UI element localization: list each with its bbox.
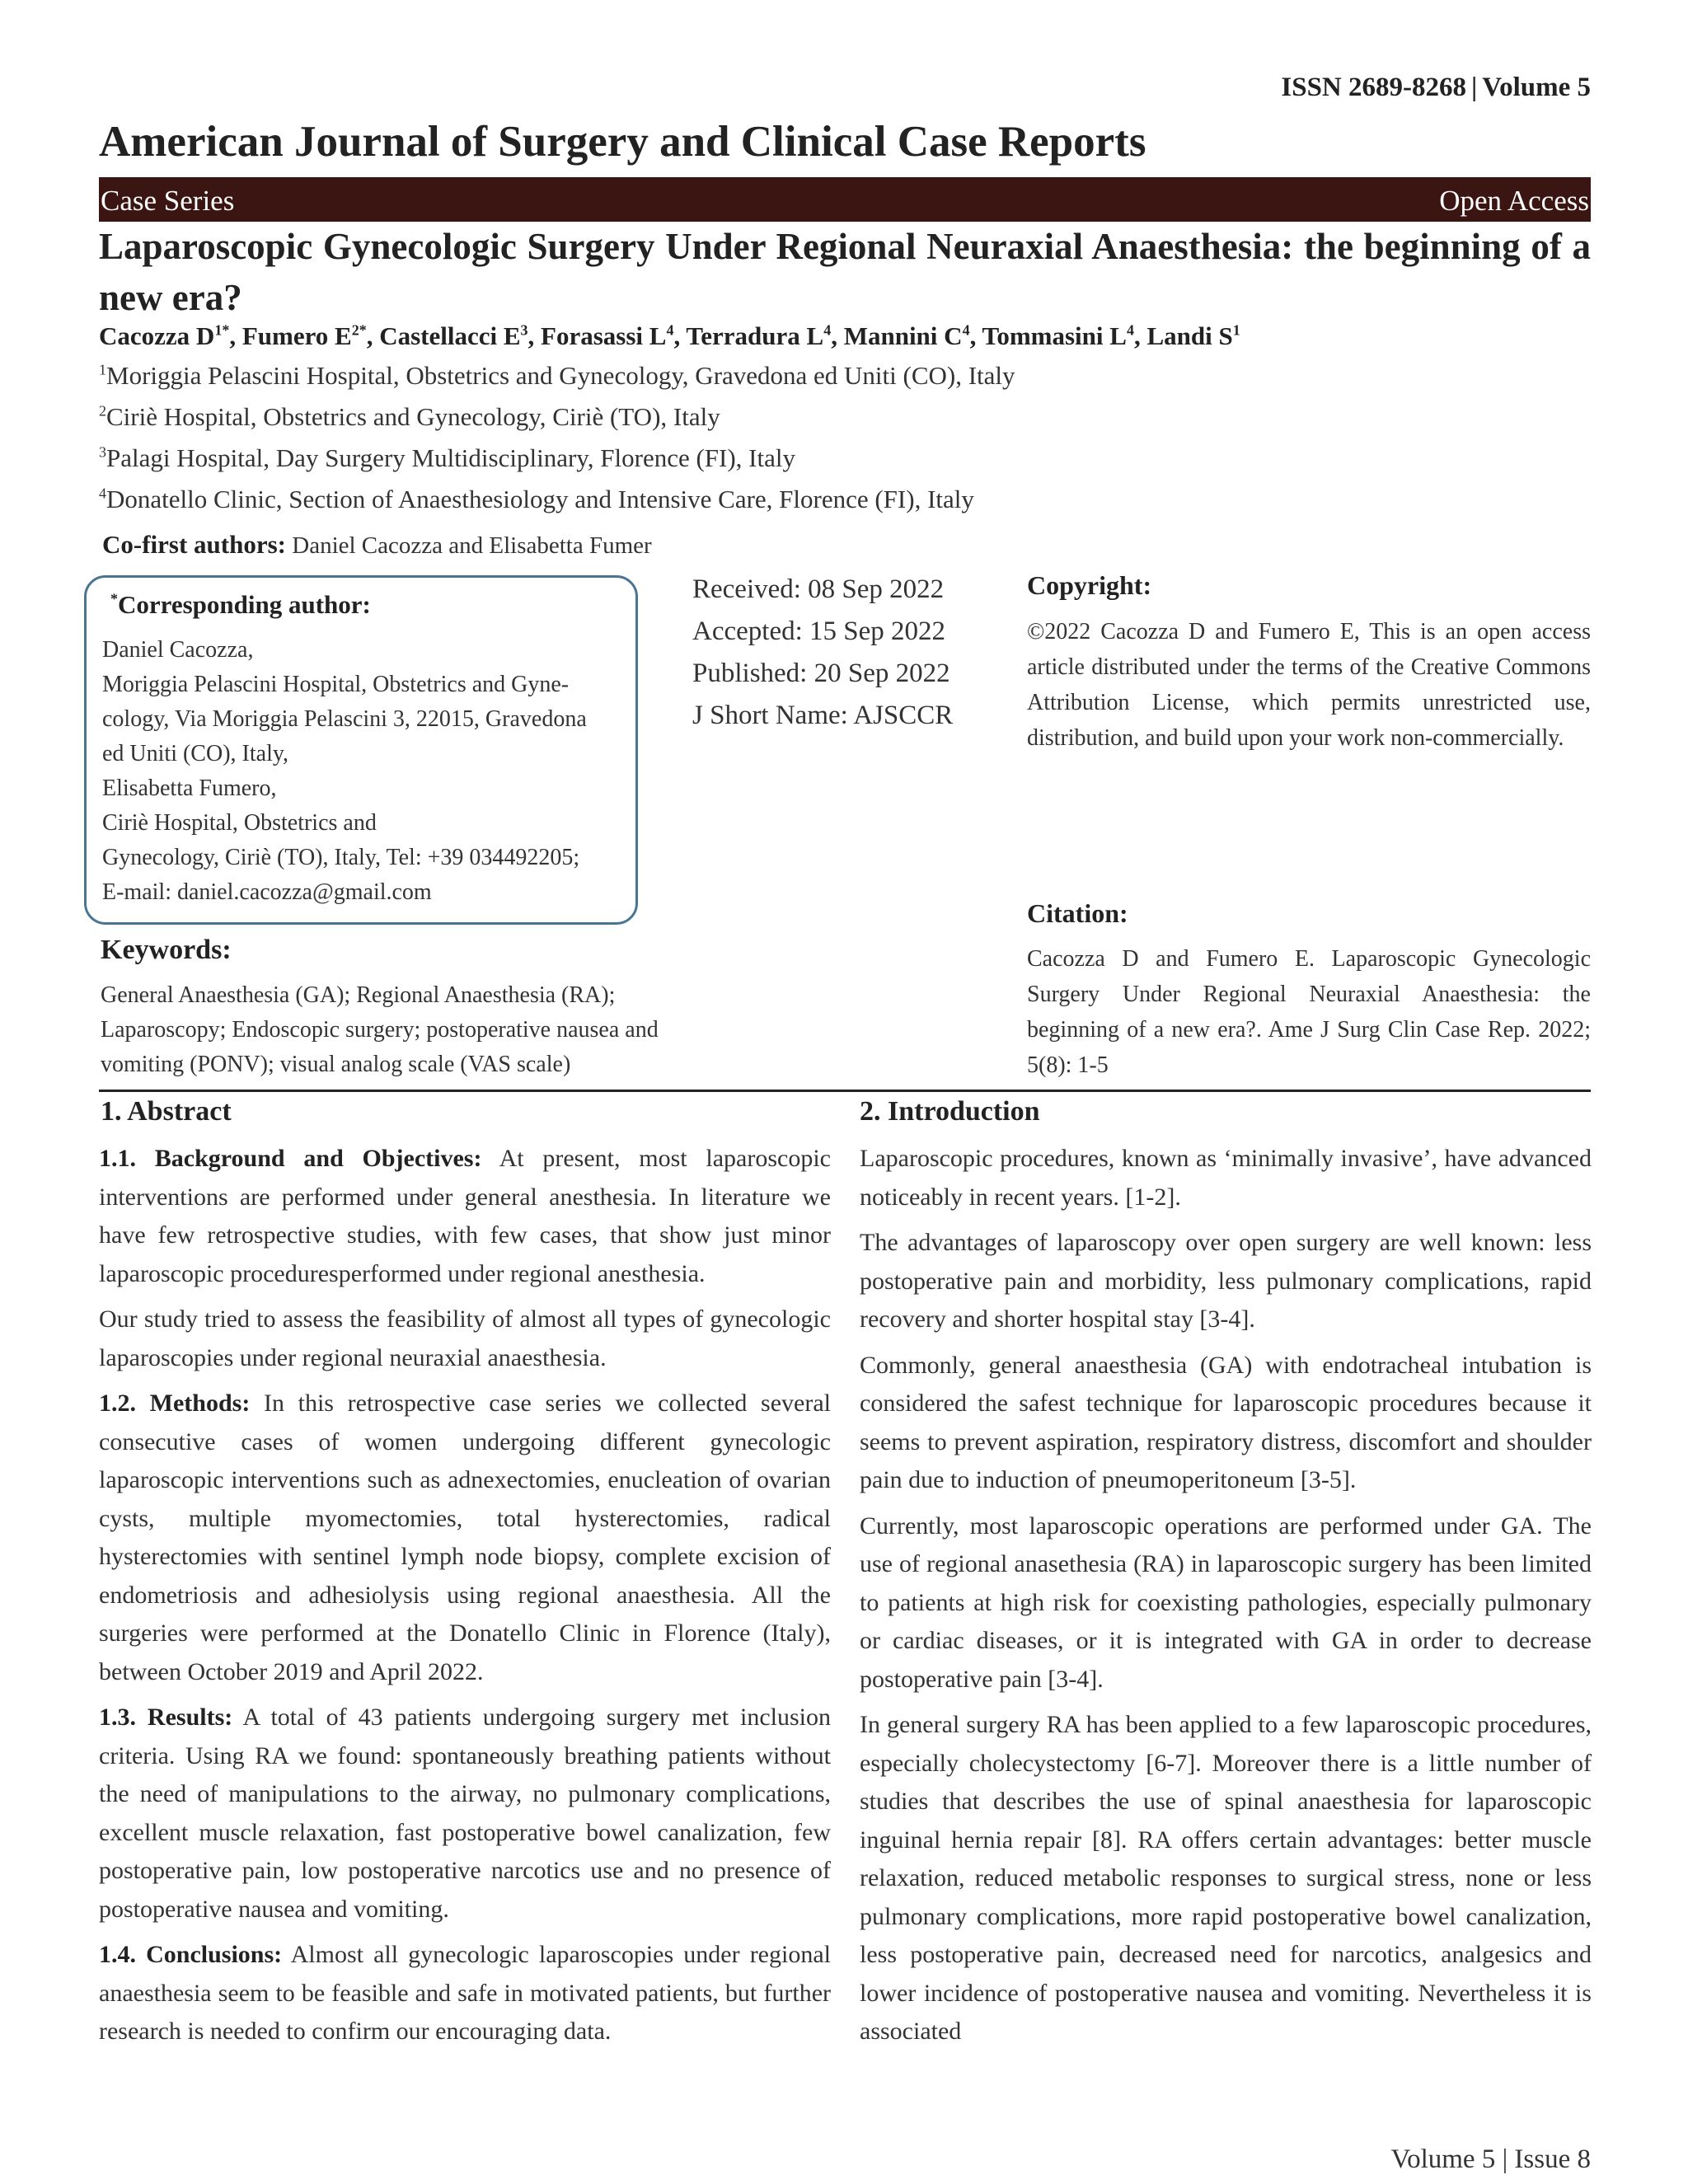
corresponding-line: ed Uniti (CO), Italy,: [102, 741, 289, 766]
abstract-results: 1.3. Results: A total of 43 patients undergoing surgery met inclusion criteria. Using RA we found: spontaneously breathing patients without the need of manipulations to the airway, no pulmonary complications, excellent muscle relaxation, fast postoperative bowel canalization, few postoperative pain, low postoperative narcotics use and no presence of postoperative nausea and vomiting.: [99, 1704, 831, 1923]
copyright-heading: Copyright:: [1027, 570, 1152, 600]
accepted-date: Accepted: 15 Sep 2022: [692, 616, 946, 646]
footer-volume: Volume 5: [1390, 2144, 1496, 2174]
affiliation: $^4$Donatello Clinic, Section of Anaesthesiology and Intensive Care, Florence (FI), Italy: [99, 485, 974, 513]
affiliation: $^2$Ciriè Hospital, Obstetrics and Gynecology, Ciriè (TO), Italy: [99, 402, 720, 431]
article-dates: [692, 569, 953, 737]
keywords-text: General Anaesthesia (GA); Regional Anaesthesia (RA); Laparoscopy; Endoscopic surgery; postoperative nausea and vomiting (PONV); visual analog scale (VAS scale): [101, 982, 659, 1077]
article-type-bar: [99, 177, 1591, 222]
corresponding-line: Moriggia Pelascini Hospital, Obstetrics and Gyne-: [102, 672, 570, 697]
affiliation: $^1$Moriggia Pelascini Hospital, Obstetrics and Gynecology, Gravedona ed Uniti (CO), Italy: [99, 361, 1015, 390]
open-access-label: Open Access: [1439, 185, 1589, 217]
intro-paragraph: Currently, most laparoscopic operations are performed under GA. The use of regional anasethesia (RA) in laparoscopic surgery has been limited to patients at high risk for coexisting pathologies, especially pulmonary or cardiac diseases, or it is integrated with GA in order to decrease postoperative pain [3-4].: [860, 1511, 1592, 1693]
issn-volume: [1281, 73, 1591, 103]
intro-paragraph: In general surgery RA has been applied to a few laparoscopic procedures, especially cholecystectomy [6-7]. Moreover there is a little number of studies that describes the use of spinal anaesthesia for laparoscopic inguinal hernia repair [8]. RA offers certain advantages: better muscle relaxation, reduced metabolic responses to surgical stress, none or less pulmonary complications, more rapid postoperative bowel canalization, less postoperative pain, decreased need for narcotics, analgesics and lower incidence of postoperative nausea and vomiting. Nevertheless it is associated: [860, 1711, 1592, 2045]
co-first-authors: Co-first authors: Daniel Cacozza and Elisabetta Fumer: [102, 530, 652, 559]
article-title: Laparoscopic Gynecologic Surgery Under Regional Neuraxial Anaesthesia: the beginning of a new era?: [99, 226, 1591, 318]
section-divider: [99, 1090, 1591, 1092]
page-footer: [1391, 2144, 1592, 2175]
abstract-body: [99, 1140, 831, 2059]
abstract-methods: 1.2. Methods: In this retrospective case series we collected several consecutive cases of women undergoing different gynecologic laparoscopic interventions such as adnexectomies, enucleation of ovarian cysts, multiple myomectomies, total hysterectomies, radical hysterectomies with sentinel lymph node biopsy, complete excision of endometriosis and adhesiolysis using regional anaesthesia. All the surgeries were performed at the Donatello Clinic in Florence (Italy), between October 2019 and April 2022.: [99, 1390, 831, 1685]
author: Forasassi $L^4$,: [541, 321, 687, 350]
corresponding-line: E-mail: daniel.cacozza@gmail.com: [102, 879, 432, 905]
citation-heading: Citation:: [1027, 898, 1128, 928]
journal-short-name: J Short Name: AJSCCR: [692, 701, 954, 730]
article-type: Case Series: [101, 185, 235, 217]
author: Castellacci $E^3$,: [379, 321, 542, 350]
abstract-background: 1.1. Background and Objectives: At present, most laparoscopic interventions are performed under general anesthesia. In literature we have few retrospective studies, with few cases, that show just minor laparoscopic proceduresperformed under regional anesthesia.: [99, 1145, 831, 1287]
author: Landi $S^1$: [1146, 321, 1240, 350]
abstract-heading: 1. Abstract: [101, 1096, 232, 1127]
received-date: Received: 08 Sep 2022: [692, 574, 945, 604]
corresponding-author-details: [102, 633, 621, 910]
affiliation: $^3$Palagi Hospital, Day Surgery Multidisciplinary, Florence (FI), Italy: [99, 443, 795, 472]
abstract-conclusions: 1.4. Conclusions: Almost all gynecologic laparoscopies under regional anaesthesia seem to be feasible and safe in motivated patients, but further research is needed to confirm our encouraging data.: [99, 1941, 831, 2045]
journal-title: American Journal of Surgery and Clinical Case Reports: [99, 118, 1146, 166]
published-date: Published: 20 Sep 2022: [692, 658, 950, 688]
intro-paragraph: Laparoscopic procedures, known as ‘minimally invasive’, have advanced noticeably in recent years. [1-2].: [860, 1145, 1592, 1211]
copyright-text: ©2022 Cacozza D and Fumero E, This is an open access article distributed under the terms of the Creative Commons Attribution License, which permits unrestricted use, distribution, and build upon your work non-commercially.: [1027, 619, 1591, 751]
intro-paragraph: Commonly, general anaesthesia (GA) with endotracheal intubation is considered the safest technique for laparoscopic procedures because it seems to prevent aspiration, respiratory distress, discomfort and shoulder pain due to induction of pneumoperitoneum [3-5].: [860, 1351, 1592, 1493]
author: Mannini $C^4$,: [843, 321, 982, 350]
issn: ISSN 2689-8268: [1281, 73, 1466, 102]
corresponding-line: Elisabetta Fumero,: [102, 776, 277, 801]
keywords-heading: Keywords:: [101, 935, 232, 965]
author: Cacozza $D^{1*}$,: [99, 321, 242, 350]
corresponding-line: Gynecology, Ciriè (TO), Italy, Tel: +39 034492205;: [102, 845, 580, 870]
corresponding-author-heading: *Corresponding author:: [110, 590, 371, 619]
separator: |: [1502, 2144, 1508, 2174]
author: Terradura $L^4$,: [686, 321, 844, 350]
corresponding-line: cology, Via Moriggia Pelascini 3, 22015, Gravedona: [102, 706, 587, 732]
footer-issue: Issue 8: [1514, 2144, 1591, 2174]
author: Fumero $E^{2*}$,: [241, 321, 380, 350]
intro-paragraph: The advantages of laparoscopy over open surgery are well known: less postoperative pain and morbidity, less pulmonary complications, rapid recovery and shorter hospital stay [3-4].: [860, 1229, 1592, 1333]
corresponding-line: Ciriè Hospital, Obstetrics and: [102, 810, 377, 836]
separator: |: [1471, 73, 1478, 102]
corresponding-line: Daniel Cacozza,: [102, 637, 254, 663]
introduction-body: [860, 1140, 1592, 2059]
author: Tommasini $L^4$,: [982, 321, 1147, 350]
abstract-aim: Our study tried to assess the feasibility of almost all types of gynecologic laparoscopies under regional neuraxial anaesthesia.: [99, 1305, 831, 1371]
citation-text: Cacozza D and Fumero E. Laparoscopic Gynecologic Surgery Under Regional Neuraxial Anaesthesia: the beginning of a new era?. Ame J Surg Clin Case Rep. 2022; 5(8): 1-5: [1027, 946, 1591, 1078]
volume: Volume 5: [1482, 73, 1591, 102]
introduction-heading: 2. Introduction: [860, 1096, 1040, 1127]
author-list: [99, 321, 1240, 351]
